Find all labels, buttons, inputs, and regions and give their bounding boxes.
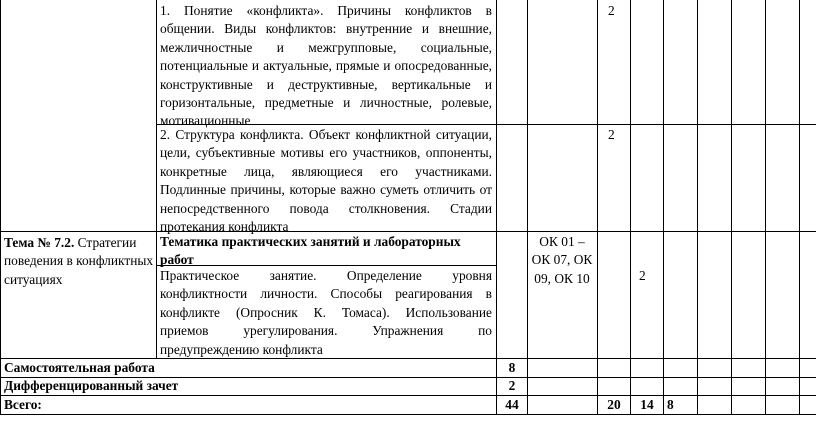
hours-cell: 2 [608, 3, 615, 18]
topic-cell [4, 234, 154, 289]
section-heading: Тематика практических занятий и лабораторных работ [160, 234, 461, 268]
summary-hours-a: 20 [607, 397, 621, 412]
topic-title: Стратегии поведения в конфликтных ситуациях [4, 235, 154, 287]
table-line [697, 0, 698, 414]
table-line [0, 0, 1, 414]
summary-total: 2 [508, 378, 516, 393]
summary-hours-b: 14 [640, 397, 654, 412]
topic-number: Тема № 7.2. [4, 235, 75, 250]
content-cell: Практическое занятие. Определение уровня конфликтности личности. Способы реагирования в конфликте (Опросник К. Томаса). Использование приемов урегулирования. Упражнения по предупреждению конфликта [160, 268, 492, 357]
table-line [630, 0, 631, 414]
table-line [0, 414, 816, 415]
table-line [799, 0, 800, 414]
hours-cell: 2 [608, 127, 615, 142]
table-line [496, 0, 497, 414]
table-line [527, 0, 528, 414]
summary-label: Дифференцированный зачет [4, 378, 179, 393]
table-line [597, 0, 598, 414]
summary-label: Самостоятельная работа [4, 360, 155, 375]
summary-label: Всего: [4, 397, 42, 412]
summary-total: 44 [505, 397, 519, 412]
table-line [663, 0, 664, 414]
content-cell: 2. Структура конфликта. Объект конфликтной ситуации, цели, субъективные мотивы его участников, оппоненты, конкретные лица, являющиеся его участниками. Подлинные причины, которые важно суметь отличить от непосредственного повода столкновения. Стадии протекания конфликта [160, 127, 492, 235]
table-line [731, 0, 732, 414]
table-line [156, 0, 157, 358]
hours-cell: 2 [639, 268, 646, 283]
competencies-cell: ОК 01 – ОК 07, ОК 09, ОК 10 [531, 234, 593, 286]
summary-hours-c: 8 [667, 397, 674, 412]
content-cell: 1. Понятие «конфликта». Причины конфликтов в общении. Виды конфликтов: внутренние и внешние, межличностные и межгрупповые, социальные, потенциальные и актуальные, прямые и опосредованные, конструктивные и деструктивные, вертикальные и горизонтальные, предметные и личностные, ролевые, мотивационные [160, 3, 492, 129]
summary-total: 8 [508, 360, 516, 375]
table-line [765, 0, 766, 414]
